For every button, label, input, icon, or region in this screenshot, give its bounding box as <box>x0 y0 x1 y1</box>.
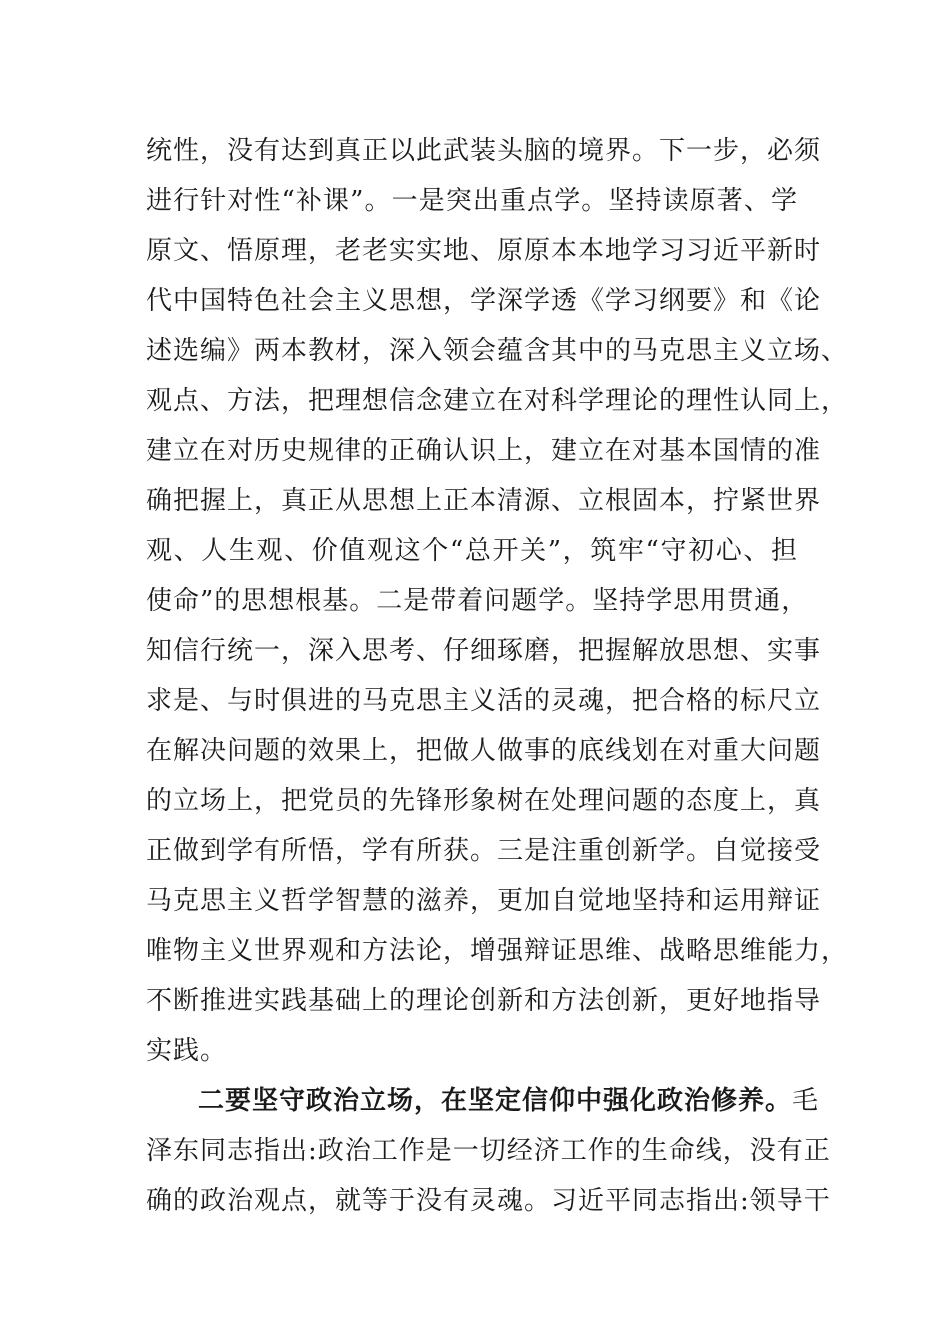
text-fragment: 毛 <box>792 1086 820 1116</box>
paragraph-1 <box>146 126 849 1076</box>
text-line: 代中国特色社会主义思想，学深学透《学习纲要》和《论 <box>146 286 822 316</box>
text-line: 使命”的思想根基。二是带着问题学。坚持学思用贯通， <box>146 586 809 616</box>
paragraph-heading: 二要坚守政治立场，在坚定信仰中强化政治修养。 <box>198 1086 793 1116</box>
text-line: 述选编》两本教材，深入领会蕴含其中的马克思主义立场、 <box>146 336 849 366</box>
text-line: 不断推进实践基础上的理论创新和方法创新，更好地指导 <box>146 986 822 1016</box>
text-line: 观点、方法，把理想信念建立在对科学理论的理性认同上， <box>146 386 849 416</box>
text-line: 建立在对历史规律的正确认识上，建立在对基本国情的准 <box>146 436 822 466</box>
text-line: 观、人生观、价值观这个“总开关”，筑牢“守初心、担 <box>146 536 798 566</box>
text-line: 进行针对性“补课”。一是突出重点学。坚持读原著、学 <box>146 186 798 216</box>
paragraph-heading-line <box>146 1076 820 1126</box>
text-line: 正做到学有所悟，学有所获。三是注重创新学。自觉接受 <box>146 836 822 866</box>
text-line: 统性，没有达到真正以此武装头脑的境界。下一步，必须 <box>146 136 822 166</box>
text-line: 在解决问题的效果上，把做人做事的底线划在对重大问题 <box>146 736 822 766</box>
text-line: 知信行统一，深入思考、仔细琢磨，把握解放思想、实事 <box>146 636 822 666</box>
text-line: 唯物主义世界观和方法论，增强辩证思维、战略思维能力， <box>146 936 849 966</box>
text-line: 求是、与时俱进的马克思主义活的灵魂，把合格的标尺立 <box>146 686 822 716</box>
text-line: 确把握上，真正从思想上正本清源、立根固本，拧紧世界 <box>146 486 822 516</box>
text-line: 泽东同志指出:政治工作是一切经济工作的生命线，没有正 <box>146 1136 831 1166</box>
document-body <box>146 126 849 1226</box>
text-line: 原文、悟原理，老老实实地、原原本本地学习习近平新时 <box>146 236 822 266</box>
text-line: 的立场上，把党员的先锋形象树在处理问题的态度上，真 <box>146 786 822 816</box>
paragraph-2 <box>146 1076 831 1226</box>
text-line: 马克思主义哲学智慧的滋养，更加自觉地坚持和运用辩证 <box>146 886 822 916</box>
text-line: 确的政治观点，就等于没有灵魂。习近平同志指出:领导干 <box>146 1186 831 1216</box>
text-line: 实践。 <box>146 1036 228 1066</box>
